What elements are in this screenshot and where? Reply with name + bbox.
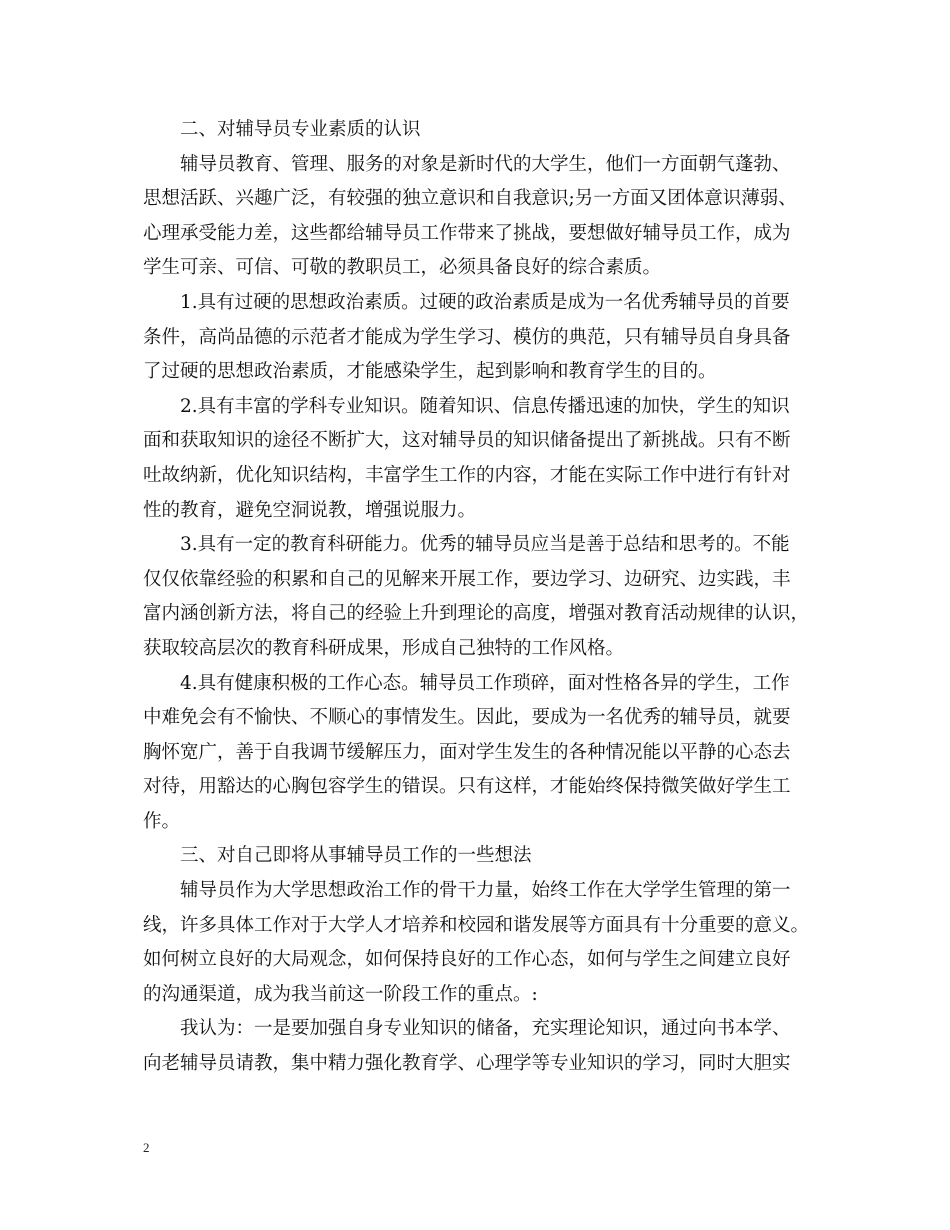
text-line: 富内涵创新方法，将自己的经验上升到理论的高度，增强对教育活动规律的认识， <box>143 603 810 625</box>
text-line: 1.具有过硬的思想政治素质。过硬的政治素质是成为一名优秀辅导员的首要 <box>180 291 790 313</box>
text-line: 2.具有丰富的学科专业知识。随着知识、信息传播迅速的加快，学生的知识 <box>180 395 790 417</box>
text-line: 中难免会有不愉快、不顺心的事情发生。因此，要成为一名优秀的辅导员，就要 <box>143 707 791 729</box>
text-line: 4.具有健康积极的工作心态。辅导员工作琐碎，面对性格各异的学生，工作 <box>180 672 790 694</box>
text-line: 辅导员作为大学思想政治工作的骨干力量，始终工作在大学学生管理的第一 <box>180 880 791 902</box>
text-line: 对待，用豁达的心胸包容学生的错误。只有这样，才能始终保持微笑做好学生工 <box>143 776 791 798</box>
text-line: 性的教育，避免空洞说教，增强说服力。 <box>143 499 477 521</box>
text-line: 学生可亲、可信、可敬的教职员工，必须具备良好的综合素质。 <box>143 257 662 279</box>
text-line: 的沟通渠道，成为我当前这一阶段工作的重点。: <box>143 983 538 1005</box>
text-line: 心理承受能力差，这些都给辅导员工作带来了挑战，要想做好辅导员工作，成为 <box>143 222 791 244</box>
page-number: 2 <box>143 1140 150 1155</box>
text-line: 线，许多具体工作对于大学人才培养和校园和谐发展等方面具有十分重要的意义。 <box>143 914 810 936</box>
text-line: 条件，高尚品德的示范者才能成为学生学习、模仿的典范，只有辅导员自身具备 <box>143 326 791 348</box>
text-line: 吐故纳新，优化知识结构，丰富学生工作的内容，才能在实际工作中进行有针对 <box>143 464 791 486</box>
document-body <box>143 113 818 1082</box>
text-line: 作。 <box>143 810 181 832</box>
text-line: 向老辅导员请教，集中精力强化教育学、心理学等专业知识的学习，同时大胆实 <box>143 1053 791 1075</box>
text-line: 面和获取知识的途径不断扩大，这对辅导员的知识储备提出了新挑战。只有不断 <box>143 430 791 452</box>
text-line: 三、对自己即将从事辅导员工作的一些想法 <box>180 845 532 867</box>
text-line: 仅仅依靠经验的积累和自己的见解来开展工作，要边学习、边研究、边实践，丰 <box>143 568 791 590</box>
text-line: 辅导员教育、管理、服务的对象是新时代的大学生，他们一方面朝气蓬勃、 <box>180 153 791 175</box>
text-line: 如何树立良好的大局观念，如何保持良好的工作心态，如何与学生之间建立良好 <box>143 949 791 971</box>
text-line: 我认为：一是要加强自身专业知识的储备，充实理论知识，通过向书本学、 <box>180 1018 791 1040</box>
text-line: 3.具有一定的教育科研能力。优秀的辅导员应当是善于总结和思考的。不能 <box>180 534 790 556</box>
text-line: 二、对辅导员专业素质的认识 <box>180 119 421 140</box>
text-line: 思想活跃、兴趣广泛，有较强的独立意识和自我意识;另一方面又团体意识薄弱、 <box>143 188 797 210</box>
text-line: 获取较高层次的教育科研成果，形成自己独特的工作风格。 <box>143 637 625 659</box>
text-line: 胸怀宽广，善于自我调节缓解压力，面对学生发生的各种情况能以平静的心态去 <box>143 741 791 763</box>
text-line: 了过硬的思想政治素质，才能感染学生，起到影响和教育学生的目的。 <box>143 361 717 383</box>
